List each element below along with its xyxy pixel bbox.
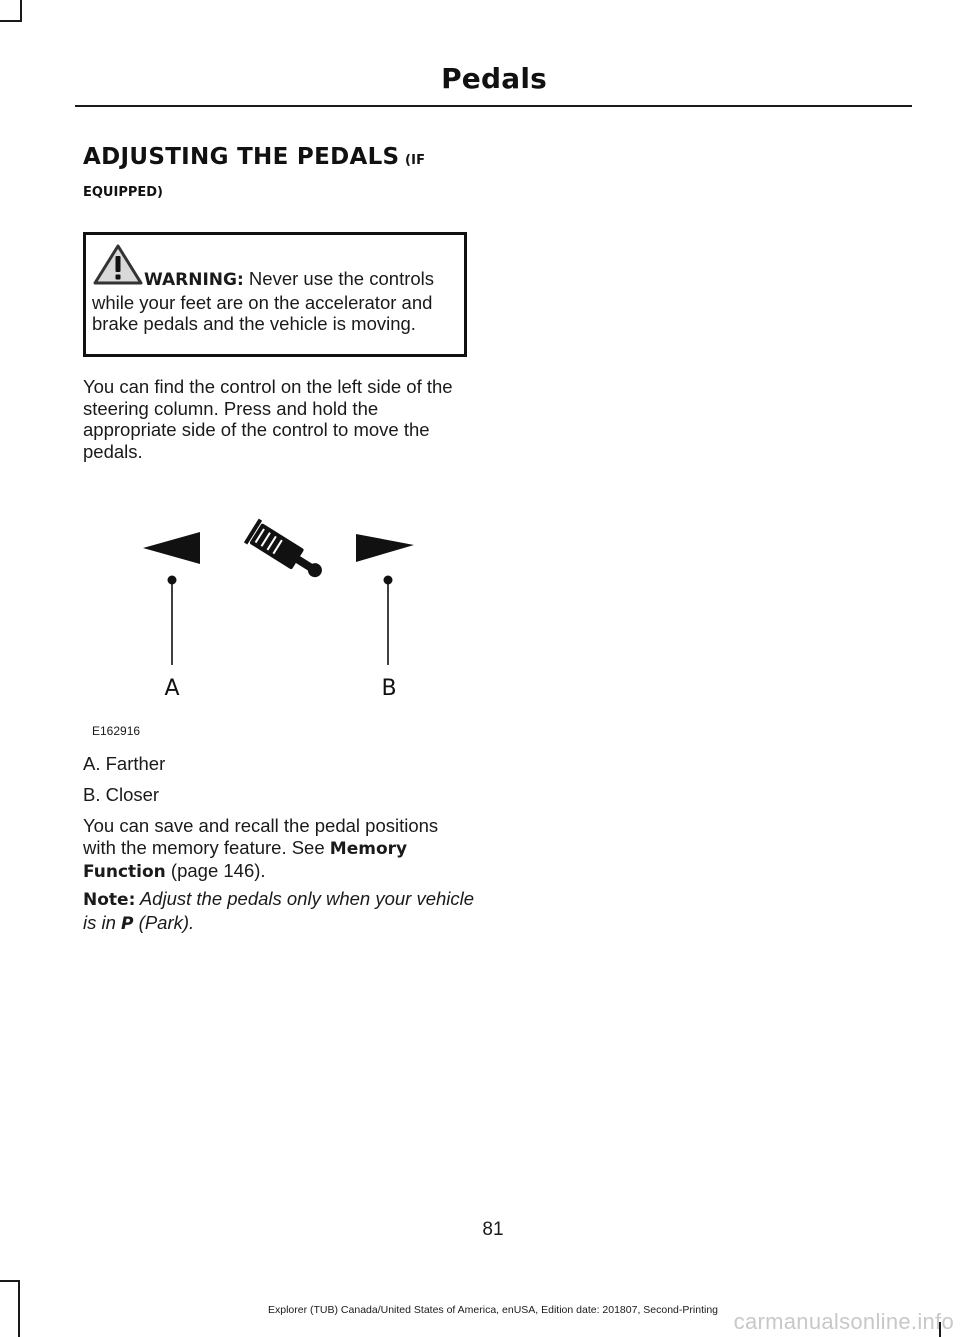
figure-id: E162916 <box>92 724 141 738</box>
warning-text-line1: Never use the controls <box>248 268 435 289</box>
memory-text: You can save and recall the pedal positions with the memory feature. See <box>83 815 439 858</box>
header-rule <box>75 105 912 107</box>
section-heading-suffix: (IF <box>405 153 426 168</box>
pedal-control-diagram <box>83 505 473 745</box>
section-heading <box>83 146 483 199</box>
note-paragraph <box>83 888 475 935</box>
note-label: Note: <box>83 890 136 910</box>
note-gear: P <box>121 913 134 934</box>
warning-text <box>92 268 470 335</box>
crop-mark <box>0 20 22 22</box>
page-number: 81 <box>482 1219 504 1240</box>
page-header-title: Pedals <box>441 62 547 95</box>
memory-function-link[interactable]: Memory Function <box>83 838 408 882</box>
memory-paragraph <box>83 815 475 884</box>
footer-text: Explorer (TUB) Canada/United States of America, enUSA, Edition date: 201807, Second-Printing <box>268 1304 718 1316</box>
callout-label-b: B <box>381 676 397 701</box>
intro-paragraph: You can find the control on the left side of the steering column. Press and hold the appropriate side of the control to move the pedals. <box>83 376 453 462</box>
warning-label: WARNING: <box>144 270 244 290</box>
note-text-end: (Park). <box>133 911 195 933</box>
legend-item-b: B. Closer <box>83 784 160 805</box>
watermark: carmanualsonline.info <box>733 1309 954 1334</box>
memory-page-ref: (page 146). <box>165 860 266 881</box>
arrow-left-icon <box>143 532 200 564</box>
arrow-right-icon <box>356 534 414 562</box>
warning-box <box>83 232 467 357</box>
crop-mark <box>20 0 22 22</box>
pedal-icon <box>244 519 328 586</box>
section-heading-main: ADJUSTING THE PEDALS <box>83 144 400 170</box>
callout-label-a: A <box>164 676 180 701</box>
crop-mark <box>0 1280 18 1282</box>
warning-text-rest: while your feet are on the accelerator and brake pedals and the vehicle is moving. <box>92 291 433 334</box>
legend-item-a: A. Farther <box>83 753 166 774</box>
note-text: Adjust the pedals only when your vehicle is in <box>83 888 475 933</box>
section-heading-suffix-2: EQUIPPED) <box>83 185 163 200</box>
